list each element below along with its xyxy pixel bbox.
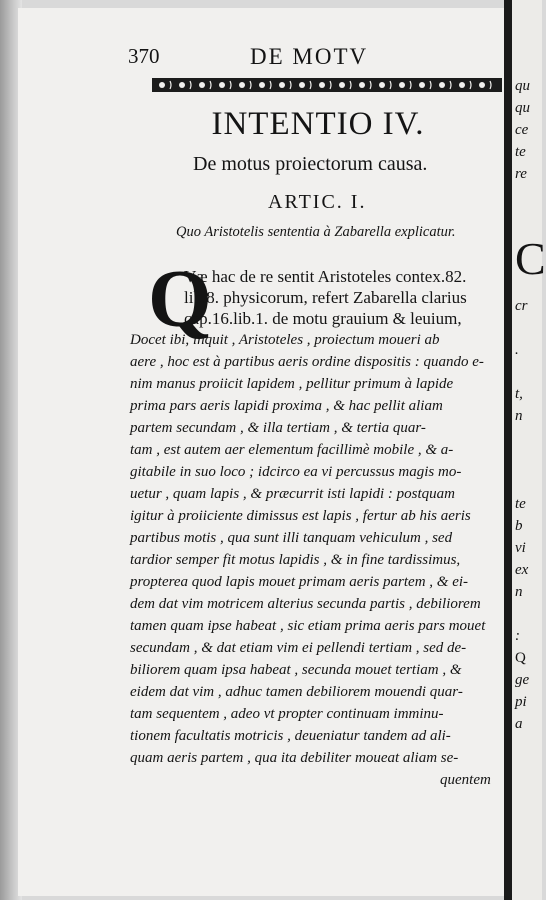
next-page-fragment: te <box>515 496 526 512</box>
decorative-border-ornament <box>152 78 502 92</box>
text-line: igitur à proiiciente dimissus est lapis , fertur ab his aeris <box>130 508 471 524</box>
drop-cap-initial: Q <box>148 253 212 344</box>
text-line: gitabile in suo loco ; idcirco ea vi percussus magis mo- <box>130 464 462 480</box>
article-title: ARTIC. I. <box>268 191 367 213</box>
text-line: nim manus proiicit lapidem , pellitur primum à lapide <box>130 376 454 392</box>
text-line: aere , hoc est à partibus aeris ordine dispositis : quando e- <box>130 354 484 370</box>
text-line: biliorem quam ipsa habeat , secunda mouet tertiam , & <box>130 662 462 678</box>
text-line: lib.8. physicorum, refert Zabarella clarius <box>184 288 467 307</box>
next-page-fragment: n <box>515 584 523 600</box>
next-page-fragment: qu <box>515 100 530 116</box>
article-subtitle: Quo Aristotelis sententia à Zabarella explicatur. <box>176 224 456 240</box>
text-line: Docet ibi, inquit , Aristoteles , proiectum moueri ab <box>130 332 440 348</box>
next-page-fragment: vi <box>515 540 526 556</box>
text-line: Væ hac de re sentit Aristoteles contex.82. <box>184 267 467 286</box>
catchword: quentem <box>440 772 491 788</box>
text-line: cap.16.lib.1. de motu grauium & leuium, <box>184 309 462 328</box>
next-page-fragment: b <box>515 518 523 534</box>
text-line: tionem facultatis motricis , deueniatur tandem ad ali- <box>130 728 451 744</box>
next-page-fragment: qu <box>515 78 530 94</box>
next-page-fragment: C <box>515 233 546 284</box>
text-line: eidem dat vim , adhuc tamen debiliorem mouendi quar- <box>130 684 463 700</box>
text-line: dem dat vim motricem alterius secunda partis , debiliorem <box>130 596 481 612</box>
page-number: 370 <box>128 44 160 68</box>
text-line: secundam , & dat etiam vim ei pellendi tertiam , sed de- <box>130 640 467 656</box>
next-page-fragment: ex <box>515 562 529 578</box>
next-page-fragment: cr <box>515 298 528 314</box>
text-line: propterea quod lapis mouet primam aeris partem , & ei- <box>130 574 469 590</box>
running-head: DE MOTV <box>250 44 369 69</box>
next-page-fragment: pi <box>515 694 527 710</box>
text-line: tam sequentem , adeo vt propter continuam imminu- <box>130 706 444 722</box>
next-page-fragment: t, <box>515 386 523 402</box>
next-page-fragment: ce <box>515 122 529 138</box>
next-page-fragment: : <box>515 628 520 644</box>
text-line: partem secundam , & illa tertiam , & tertia quar- <box>130 420 426 436</box>
page-header <box>128 42 508 76</box>
text-line: uetur , quam lapis , & præcurrit isti lapidi : postquam <box>130 486 456 502</box>
next-page-fragment: . <box>515 342 519 358</box>
text-line: tamen quam ipse habeat , sic etiam prima aeris pars mouet <box>130 618 486 634</box>
book-page <box>18 8 506 896</box>
text-line: prima pars aeris lapidi proxima , & hac pellit aliam <box>130 398 443 414</box>
next-page-fragment: ge <box>515 672 530 688</box>
next-page-fragment: Q <box>515 650 526 666</box>
next-page-fragment: te <box>515 144 526 160</box>
next-page-fragment: n <box>515 408 523 424</box>
text-line: quam aeris partem , qua ita debiliter moueat aliam se- <box>130 750 459 766</box>
next-page-fragment: re <box>515 166 527 182</box>
text-line: tam , est autem aer elementum facillimè mobile , & a- <box>130 442 454 458</box>
next-page-fragment: a <box>515 716 523 732</box>
next-page-edge <box>512 0 546 900</box>
section-subtitle: De motus proiectorum causa. <box>193 153 428 175</box>
text-line: tardior semper fit motus lapidis , & in fine tardissimus, <box>130 552 461 568</box>
text-line: partibus motis , qua sunt illi tanquam vehiculum , sed <box>130 530 453 546</box>
section-title: INTENTIO IV. <box>211 106 425 142</box>
